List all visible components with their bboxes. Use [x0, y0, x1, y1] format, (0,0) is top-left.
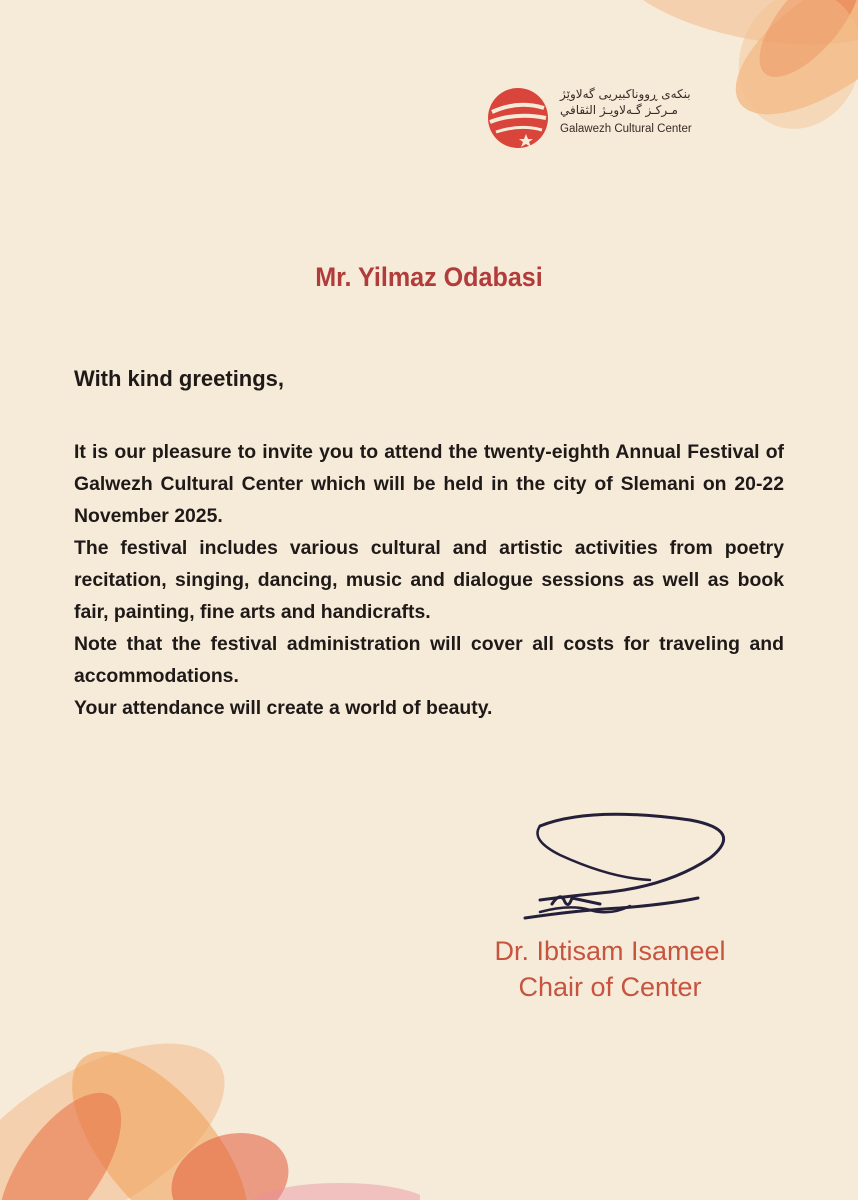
- logo-arabic-name: مـركـز گـەلاويـژ الثقافي: [560, 103, 678, 117]
- paragraph-costs: Note that the festival administration will cover all costs for traveling and accommodations.: [74, 633, 784, 687]
- letter-body: [74, 436, 784, 724]
- paragraph-invitation: It is our pleasure to invite you to attend the twenty-eighth Annual Festival of Galwezh Cultural Center which will be held in the city of Slemani on 20-22 November 2025.: [74, 441, 784, 527]
- signatory-name: Dr. Ibtisam Isameel: [494, 936, 726, 966]
- greeting-line: With kind greetings,: [74, 366, 285, 391]
- paragraph-activities: The festival includes various cultural and artistic activities from poetry recitation, singing, dancing, music and dialogue sessions as well as book fair, painting, fine arts and handicrafts.: [74, 537, 784, 623]
- galawezh-star-logo-icon: [486, 86, 550, 150]
- recipient-name: Mr. Yilmaz Odabasi: [315, 262, 543, 292]
- signatory-title: Chair of Center: [518, 972, 702, 1002]
- decorative-petals-bottom-left: [0, 1000, 420, 1200]
- paragraph-closing: Your attendance will create a world of beauty.: [74, 697, 493, 719]
- handwritten-signature: [500, 800, 760, 940]
- logo-text-block: [560, 86, 720, 138]
- logo-kurdish-name: بنكەی ڕووناكبیریی گەلاوێژ: [560, 87, 691, 101]
- logo-english-name: Galawezh Cultural Center: [560, 123, 692, 135]
